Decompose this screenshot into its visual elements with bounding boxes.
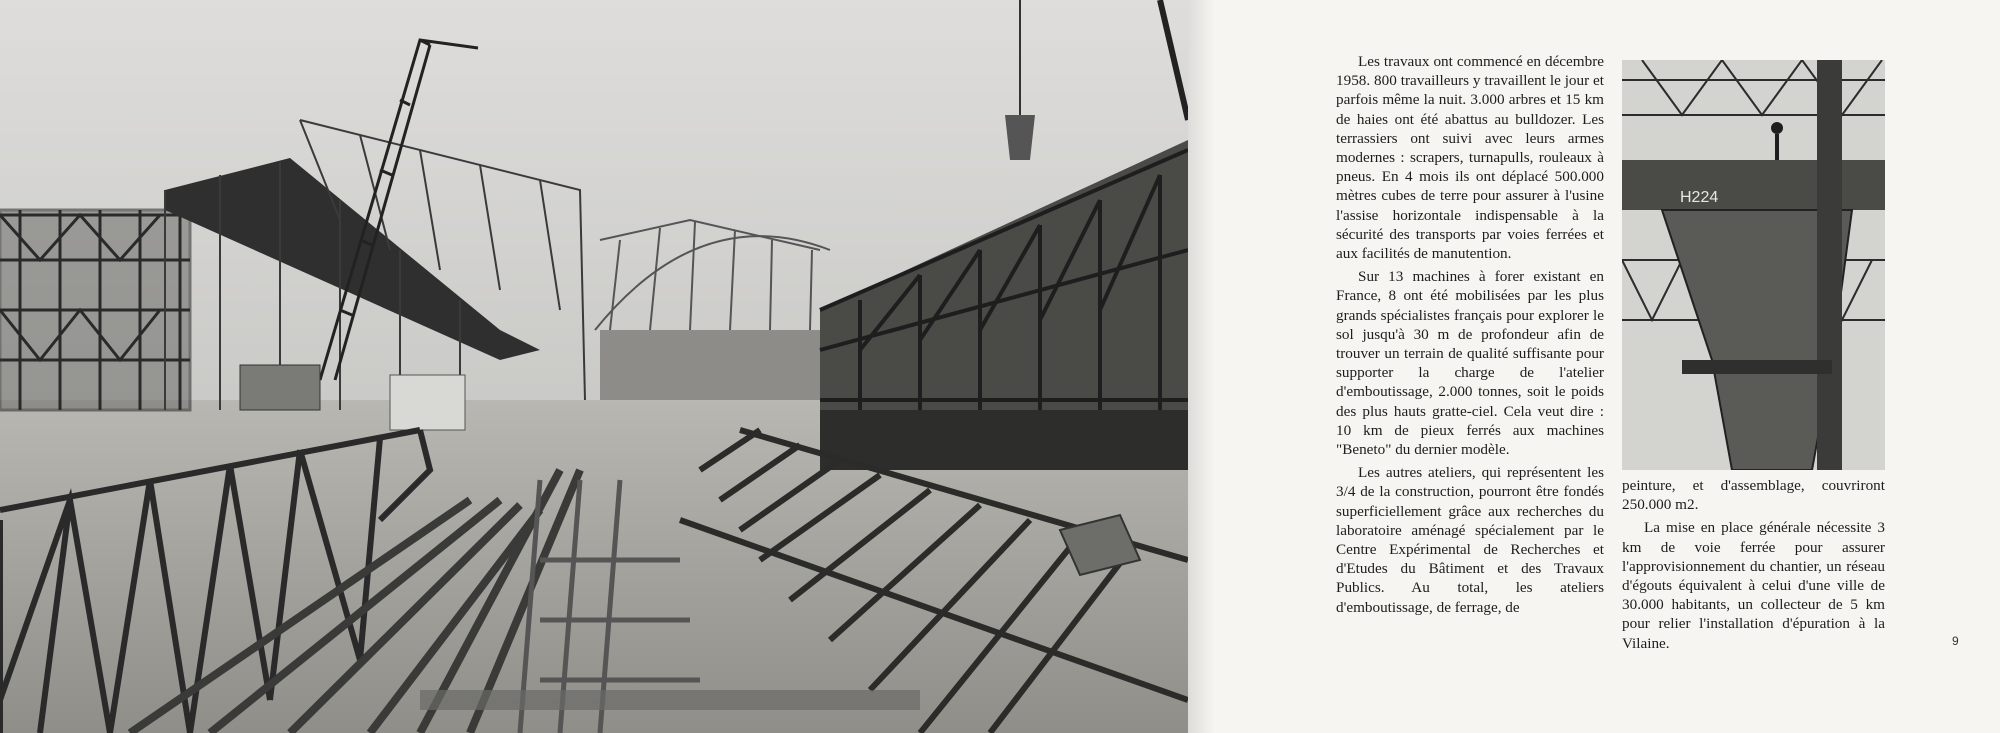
text-column-left <box>1336 52 1604 621</box>
page-number: 9 <box>1952 634 1959 648</box>
paragraph: Sur 13 machines à forer existant en France, 8 ont été mobilisées par les plus grands spécialistes français pour explorer le sol jusqu'à 30 m de profondeur afin de trouver un terrain de qualité suffisante pour supporter la charge de l'atelier d'emboutissage, 2.000 tonnes, soit le poids des plus hauts gratte-ciel. Cela veut dire : 10 km de pieux ferrés aux machines "Beneto" du dernier modèle. <box>1336 268 1604 459</box>
beam-label: H224 <box>1680 189 1719 206</box>
paragraph: Les travaux ont commencé en décembre 1958. 800 travailleurs y travaillent le jour et parfois même la nuit. 3.000 arbres et 15 km de haies ont été abattus au bulldozer. Les terrassiers ont suivi avec leurs armes modernes : scrapers, turnapulls, rouleaux à pneus. En 4 mois ils ont déplacé 500.000 mètres cubes de terre pour assurer à l'usine l'assise horizontale indispensable à la sécurité des transports par voies ferrées et aux facilités de manutention. <box>1336 53 1604 263</box>
steel-column-photo <box>1622 60 1885 470</box>
paragraph: La mise en place générale nécessite 3 km de voie ferrée pour assurer l'approvisionnement du chantier, un réseau d'égouts équivalent à celui d'une ville de 30.000 habitants, un collecteur de 5 km pour relier l'installation d'épuration à la Vilaine. <box>1622 519 1885 652</box>
paragraph: peinture, et d'assemblage, couvriront 250.000 m2. <box>1622 477 1885 514</box>
page-gutter <box>1188 0 1214 733</box>
steel-column-drawing <box>1622 60 1885 470</box>
text-column-right <box>1622 476 1885 657</box>
paragraph: Les autres ateliers, qui représentent les 3/4 de la construction, pourront être fondés superficiellement grâce aux recherches du laboratoire aménagé spécialement par le Centre Expérimental de Recherches et d'Etudes du Bâtiment et des Travaux Publics. Au total, les ateliers d'emboutissage, de ferrage, de <box>1336 464 1604 616</box>
